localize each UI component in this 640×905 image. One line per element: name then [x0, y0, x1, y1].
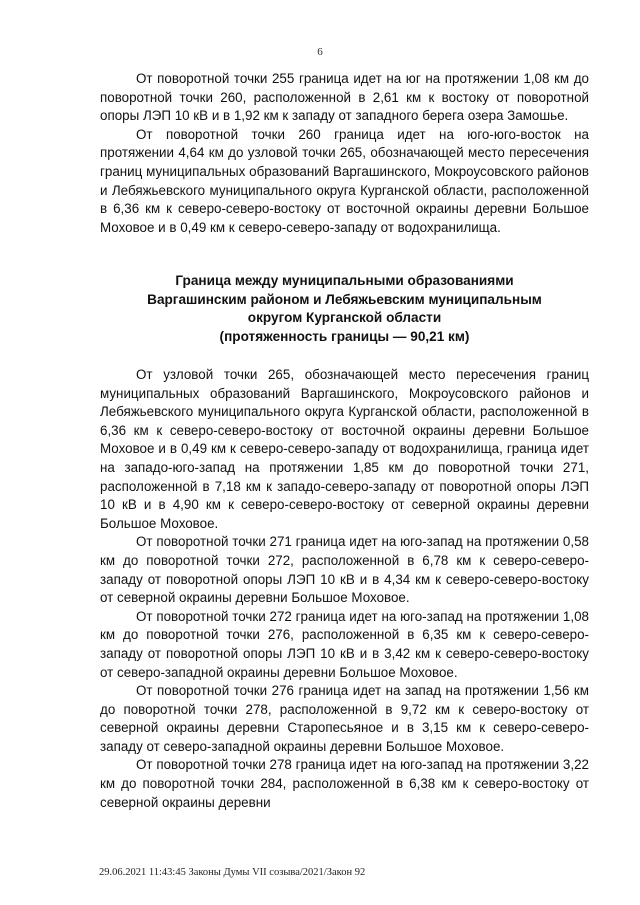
top-text-block [100, 70, 589, 237]
page-number: 6 [317, 46, 323, 58]
paragraph: От поворотной точки 276 граница идет на запад на протяжении 1,56 км до поворотной точки 278, расположенной в 9,72 км к северо-востоку от северной окраины деревни Старопесьяное и в 3,15 км к северо-северо-западу от северо-западной окраины деревни Большое Моховое. [100, 683, 589, 754]
paragraph: От поворотной точки 255 граница идет на юг на протяжении 1,08 км до поворотной точки 260, расположенной в 2,61 км к востоку от поворотной опоры ЛЭП 10 кВ и в 1,92 км к западу от западного берега озера Замошье. [100, 71, 589, 124]
footer-stamp: 29.06.2021 11:43:45 Законы Думы VII созыва/2021/Закон 92 [99, 867, 366, 878]
heading-line: округом Курганской области [247, 310, 442, 326]
section-heading [100, 272, 589, 346]
paragraph: От поворотной точки 260 граница идет на юго-юго-восток на протяжении 4,64 км до узловой точки 265, обозначающей место пересечения границ муниципальных образований Варгашинского, Мокроусовского районов и Лебяжьевского муниципального округа Курганской области, расположенной в 6,36 км к северо-северо-востоку от восточной окраины деревни Большое Моховое и в 0,49 км к северо-северо-западу от водохранилища. [100, 126, 589, 235]
paragraph: От поворотной точки 271 граница идет на юго-запад на протяжении 0,58 км до поворотной точки 272, расположенной в 6,78 км к северо-северо-западу от поворотной опоры ЛЭП 10 кВ и в 4,34 км к северо-северо-востоку от северной окраины деревни Большое Моховое. [100, 534, 589, 606]
paragraph: От поворотной точки 278 граница идет на юго-запад на протяжении 3,22 км до поворотной точки 284, расположенной в 6,38 км к северо-востоку от северной окраины деревни [100, 757, 589, 810]
paragraph: От поворотной точки 272 граница идет на юго-запад на протяжении 1,08 км до поворотной точки 276, расположенной в 6,35 км к северо-северо-западу от поворотной опоры ЛЭП 10 кВ и в 3,42 км к северо-северо-востоку от северо-западной окраины деревни Большое Моховое. [100, 608, 589, 680]
heading-line: Варгашинским районом и Лебяжьевским муниципальным [147, 291, 542, 307]
heading-line: (протяженность границы — 90,21 км) [219, 328, 470, 344]
bottom-text-block [100, 366, 589, 812]
heading-line: Граница между муниципальными образованиями [175, 273, 514, 288]
paragraph: От узловой точки 265, обозначающей место пересечения границ муниципальных образований Варгашинского, Мокроусовского районов и Лебяжьевского муниципального округа Курганской области, расположенной в 6,36 км к северо-северо-востоку от восточной окраины деревни Большое Моховое и в 0,49 км к северо-северо-западу от водохранилища, граница идет на западо-юго-запад на протяжении 1,85 км до поворотной точки 271, расположенной в 7,18 км к западо-северо-западу от поворотной опоры ЛЭП 10 кВ и в 4,90 км к северо-северо-востоку от северной окраины деревни Большое Моховое. [100, 367, 589, 531]
